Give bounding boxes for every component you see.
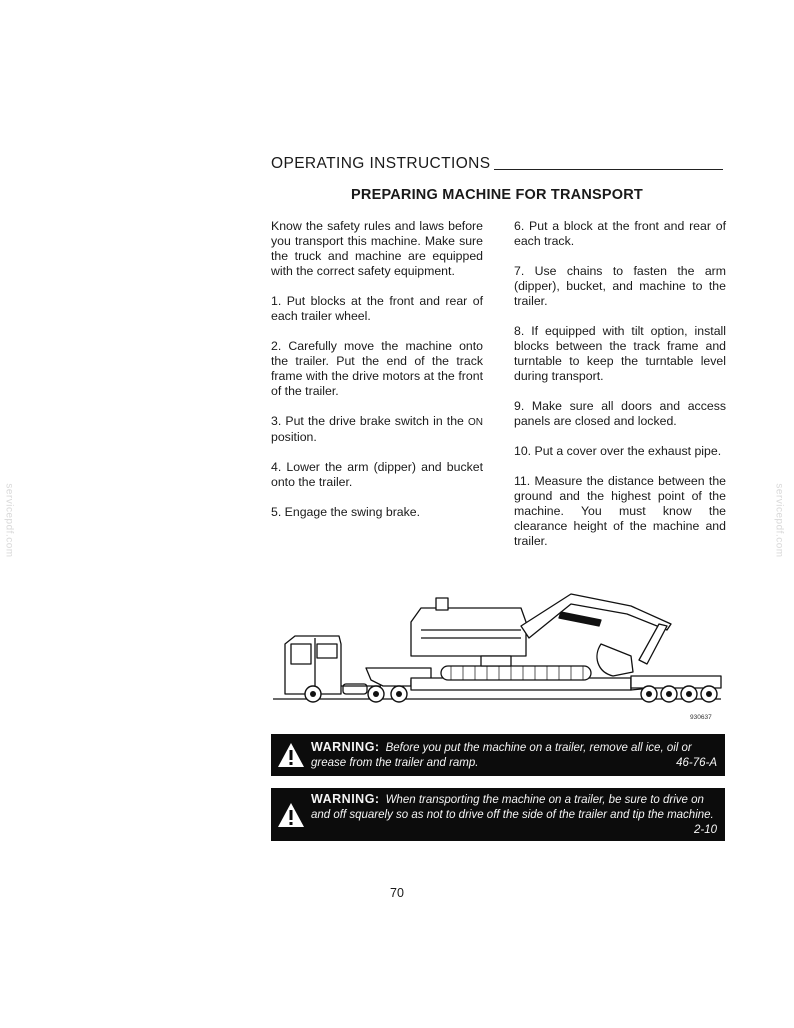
page-number: 70: [390, 886, 404, 900]
page-header: [271, 155, 723, 173]
excavator-boom: [521, 594, 671, 638]
excavator-transport-illustration: [271, 586, 723, 711]
step-1: 1. Put blocks at the front and rear of each trailer wheel.: [271, 294, 483, 323]
warning-2-body: [311, 792, 717, 838]
figure-number: 930637: [690, 714, 712, 721]
step-10: 10. Put a cover over the exhaust pipe.: [514, 444, 722, 458]
intro-paragraph: Know the safety rules and laws before you transport this machine. Make sure the truck and machine are equipped with the correct safety equipment.: [271, 219, 483, 278]
header-rule: [494, 169, 724, 170]
warning-2-label: WARNING:: [311, 791, 380, 806]
warning-1-text: Before you put the machine on a trailer, remove all ice, oil or grease from the trailer and ramp.: [311, 741, 692, 769]
step-9: 9. Make sure all doors and access panels are closed and locked.: [514, 399, 726, 428]
watermark-left: servicepdf.com: [3, 483, 15, 558]
section-title: OPERATING INSTRUCTIONS: [271, 155, 491, 172]
excavator-tracks: [441, 666, 591, 680]
warning-triangle-icon: [271, 801, 311, 829]
excavator-arm: [639, 624, 667, 664]
page-title: PREPARING MACHINE FOR TRANSPORT: [351, 187, 643, 203]
warning-box-1: [271, 734, 725, 776]
step-3: 3. Put the drive brake switch in the ON position.: [271, 414, 483, 444]
step-6: 6. Put a block at the front and rear of each track.: [514, 219, 726, 248]
step-2: 2. Carefully move the machine onto the trailer. Put the end of the track frame with the drive motors at the front of the trailer.: [271, 339, 483, 398]
step-8: 8. If equipped with tilt option, install blocks between the track frame and turntable to keep the turntable level during transport.: [514, 324, 726, 383]
excavator-house: [411, 608, 526, 656]
step-7: 7. Use chains to fasten the arm (dipper), bucket, and machine to the trailer.: [514, 264, 726, 308]
warning-triangle-icon: [271, 741, 311, 769]
warning-box-2: [271, 788, 725, 841]
warning-1-label: WARNING:: [311, 739, 380, 754]
watermark-right: servicepdf.com: [773, 483, 785, 558]
right-column: [514, 219, 726, 564]
warning-1-code: 46-76-A: [676, 756, 717, 769]
step-4: 4. Lower the arm (dipper) and bucket onto the trailer.: [271, 460, 483, 489]
warning-1-body: [311, 740, 717, 771]
warning-2-code: 2-10: [693, 823, 717, 836]
step-11: 11. Measure the distance between the ground and the highest point of the machine. You must know the clearance height of the machine and trailer.: [514, 474, 726, 548]
left-column: [271, 219, 483, 535]
warning-2-text: When transporting the machine on a trailer, be sure to drive on and off squarely so as not to drive off the side of the trailer and tip the machine.: [311, 793, 714, 821]
step-5: 5. Engage the swing brake.: [271, 505, 421, 519]
excavator-bucket: [597, 644, 633, 676]
